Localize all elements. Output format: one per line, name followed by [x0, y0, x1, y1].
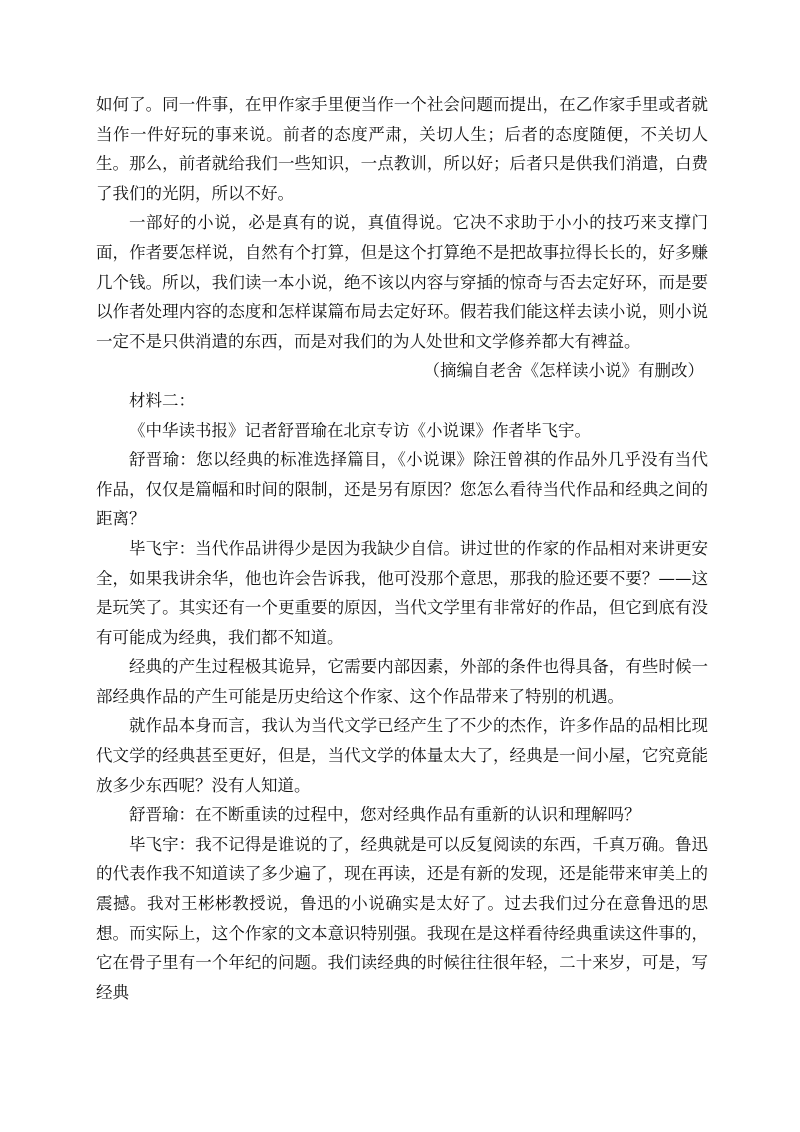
document-page — [96, 90, 708, 1007]
interview-answer: 经典的产生过程极其诡异，它需要内部因素，外部的条件也得具备，有些时候一部经典作品的产生可能是历史给这个作家、这个作品带来了特别的机遇。 — [96, 657, 708, 706]
interview-question: 舒晋瑜：您以经典的标准选择篇目，《小说课》除汪曾祺的作品外几乎没有当代作品，仅仅是篇幅和时间的限制，还是另有原因？您怎么看待当代作品和经典之间的距离？ — [96, 450, 708, 529]
source-citation: （摘编自老舍《怎样读小说》有删改） — [423, 361, 704, 381]
paragraph: 如何了。同一件事，在甲作家手里便当作一个社会问题而提出，在乙作家手里或者就当作一件好玩的事来说。前者的态度严肃，关切人生；后者的态度随便，不关切人生。那么，前者就给我们一些知识，一点教训，所以好；后者只是供我们消遣，白费了我们的光阴，所以不好。 — [96, 95, 708, 203]
interview-question: 舒晋瑜：在不断重读的过程中，您对经典作品有重新的认识和理解吗？ — [129, 805, 641, 825]
interview-answer: 就作品本身而言，我认为当代文学已经产生了不少的杰作，许多作品的品相比现代文学的经典甚至更好，但是，当代文学的体量太大了，经典是一间小屋，它究竟能放多少东西呢？没有人知道。 — [96, 716, 708, 795]
section-heading: 材料二： — [129, 390, 195, 410]
interview-answer: 毕飞宇：我不记得是谁说的了，经典就是可以反复阅读的东西，千真万确。鲁迅的代表作我不知道读了多少遍了，现在再读，还是有新的发现，还是能带来审美上的震撼。我对王彬彬教授说，鲁迅的小说确实是太好了。过去我们过分在意鲁迅的思想。而实际上，这个作家的文本意识特别强。我现在是这样看待经典重读这件事的，它在骨子里有一个年纪的问题。我们读经典的时候往往很年轻，二十来岁，可是，写经典 — [96, 834, 708, 1002]
paragraph: 《中华读书报》记者舒晋瑜在北京专访《小说课》作者毕飞宇。 — [129, 420, 591, 440]
paragraph: 一部好的小说，必是真有的说，真值得说。它决不求助于小小的技巧来支撑门面，作者要怎样说，自然有个打算，但是这个打算绝不是把故事拉得长长的，好多赚几个钱。所以，我们读一本小说，绝不该以内容与穿插的惊奇与否去定好环，而是要以作者处理内容的态度和怎样谋篇布局去定好环。假若我们能这样去读小说，则小说一定不是只供消遣的东西，而是对我们的为人处世和文学修养都大有裨益。 — [96, 213, 708, 351]
interview-answer: 毕飞宇：当代作品讲得少是因为我缺少自信。讲过世的作家的作品相对来讲更安全，如果我讲余华，他也许会告诉我，他可没那个意思，那我的脸还要不要？——这是玩笑了。其实还有一个更重要的原因，当代文学里有非常好的作品，但它到底有没有可能成为经典，我们都不知道。 — [96, 538, 708, 647]
